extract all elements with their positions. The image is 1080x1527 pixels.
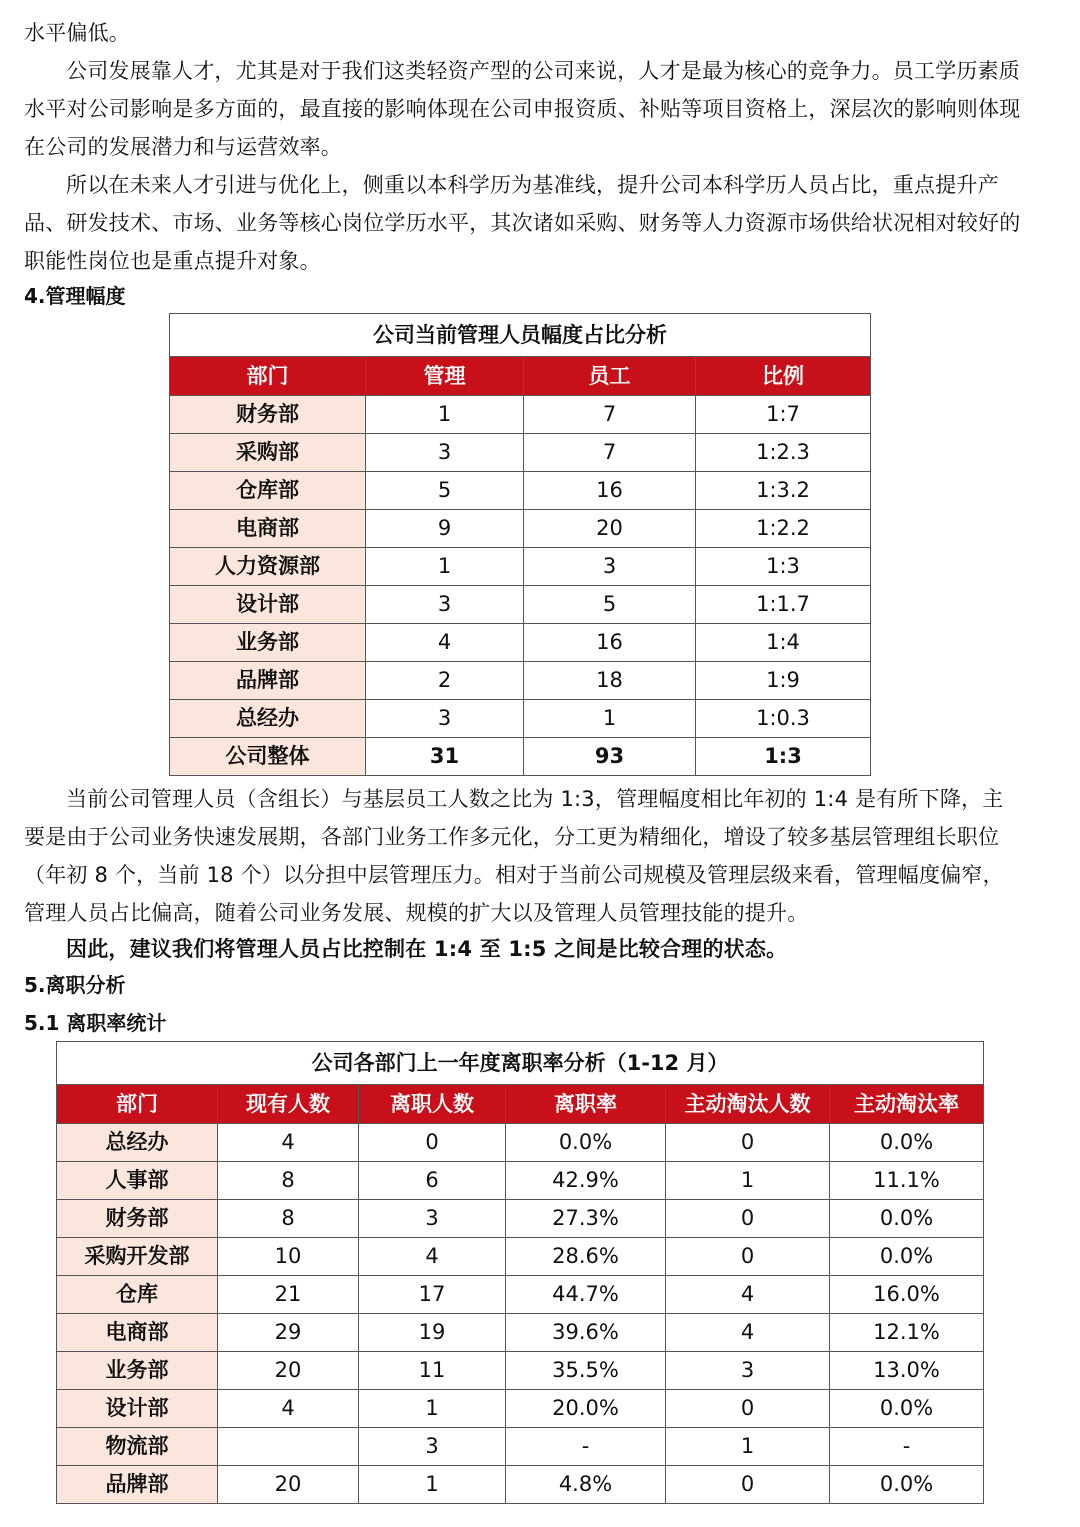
table-cell: 1 xyxy=(359,1466,506,1504)
column-header: 员工 xyxy=(524,357,696,396)
table-row xyxy=(170,472,871,510)
table-cell: 5 xyxy=(366,472,524,510)
table-cell: 4 xyxy=(666,1314,830,1352)
table-row xyxy=(57,1466,984,1504)
column-header: 现有人数 xyxy=(218,1085,359,1124)
table-cell: 20.0% xyxy=(506,1390,666,1428)
table-cell: 4.8% xyxy=(506,1466,666,1504)
table-cell: 1:3 xyxy=(696,738,871,776)
table-cell: 44.7% xyxy=(506,1276,666,1314)
table-cell: 1 xyxy=(524,700,696,738)
table-cell: - xyxy=(830,1428,984,1466)
table-cell: 7 xyxy=(524,434,696,472)
table-cell: 3 xyxy=(366,434,524,472)
management-span-table xyxy=(169,313,871,776)
table-cell: 1 xyxy=(366,548,524,586)
table-cell: 27.3% xyxy=(506,1200,666,1238)
column-header: 主动淘汰人数 xyxy=(666,1085,830,1124)
department-cell: 人力资源部 xyxy=(170,548,366,586)
department-cell: 财务部 xyxy=(57,1200,218,1238)
table-cell: 0 xyxy=(666,1238,830,1276)
table-cell: 93 xyxy=(524,738,696,776)
column-header: 主动淘汰率 xyxy=(830,1085,984,1124)
table-row xyxy=(170,586,871,624)
table-cell: 1:0.3 xyxy=(696,700,871,738)
table-cell: 4 xyxy=(359,1238,506,1276)
table-cell: 35.5% xyxy=(506,1352,666,1390)
table-cell: 19 xyxy=(359,1314,506,1352)
table-cell: 1 xyxy=(359,1390,506,1428)
department-cell: 电商部 xyxy=(57,1314,218,1352)
paragraph-intro-tail: 水平偏低。 xyxy=(24,21,130,45)
table-cell: 20 xyxy=(218,1466,359,1504)
table-cell: 1:1.7 xyxy=(696,586,871,624)
table-row xyxy=(170,548,871,586)
column-header: 管理 xyxy=(366,357,524,396)
table-cell: 0 xyxy=(666,1466,830,1504)
table-cell: 0 xyxy=(666,1124,830,1162)
table-cell: 1:4 xyxy=(696,624,871,662)
table-row xyxy=(170,624,871,662)
table-cell: 1:3.2 xyxy=(696,472,871,510)
table-cell: 11 xyxy=(359,1352,506,1390)
table-row xyxy=(170,396,871,434)
table-row xyxy=(57,1124,984,1162)
table-cell: 16 xyxy=(524,624,696,662)
paragraph-recommendation: 因此，建议我们将管理人员占比控制在 1:4 至 1:5 之间是比较合理的状态。 xyxy=(66,937,788,961)
table-cell xyxy=(218,1428,359,1466)
department-cell: 采购开发部 xyxy=(57,1238,218,1276)
table-cell: 0.0% xyxy=(830,1238,984,1276)
department-cell: 仓库部 xyxy=(170,472,366,510)
table-cell: 3 xyxy=(359,1200,506,1238)
table-row xyxy=(57,1200,984,1238)
department-cell: 公司整体 xyxy=(170,738,366,776)
table-row xyxy=(57,1238,984,1276)
table-row xyxy=(57,1276,984,1314)
table-row xyxy=(170,662,871,700)
table-row xyxy=(170,700,871,738)
table-row xyxy=(57,1390,984,1428)
table-cell: 6 xyxy=(359,1162,506,1200)
table-cell: 8 xyxy=(218,1162,359,1200)
table-cell: 5 xyxy=(524,586,696,624)
table-cell: 1:7 xyxy=(696,396,871,434)
table-cell: 1:2.2 xyxy=(696,510,871,548)
department-cell: 设计部 xyxy=(57,1390,218,1428)
table-cell: 10 xyxy=(218,1238,359,1276)
department-cell: 业务部 xyxy=(170,624,366,662)
department-cell: 采购部 xyxy=(170,434,366,472)
table-cell: - xyxy=(506,1428,666,1466)
table-cell: 4 xyxy=(218,1390,359,1428)
department-cell: 总经办 xyxy=(170,700,366,738)
table-cell: 2 xyxy=(366,662,524,700)
column-header: 离职率 xyxy=(506,1085,666,1124)
table-cell: 1 xyxy=(666,1162,830,1200)
department-cell: 物流部 xyxy=(57,1428,218,1466)
table-cell: 4 xyxy=(218,1124,359,1162)
department-cell: 电商部 xyxy=(170,510,366,548)
table-title: 公司各部门上一年度离职率分析（1-12 月） xyxy=(57,1042,984,1085)
table-cell: 0 xyxy=(666,1200,830,1238)
table-cell: 0.0% xyxy=(506,1124,666,1162)
table-cell: 13.0% xyxy=(830,1352,984,1390)
turnover-rate-table xyxy=(56,1041,984,1504)
table-cell: 16.0% xyxy=(830,1276,984,1314)
table-row xyxy=(57,1352,984,1390)
table-cell: 4 xyxy=(666,1276,830,1314)
table-cell: 0.0% xyxy=(830,1466,984,1504)
table-title: 公司当前管理人员幅度占比分析 xyxy=(170,314,871,357)
table-cell: 1:2.3 xyxy=(696,434,871,472)
paragraph-talent: 公司发展靠人才，尤其是对于我们这类轻资产型的公司来说，人才是最为核心的竞争力。员工学历素质水平对公司影响是多方面的，最直接的影响体现在公司申报资质、补贴等项目资格上，深层次的影响则体现在公司的发展潜力和与运营效率。 xyxy=(24,59,1021,159)
table-cell: 1 xyxy=(366,396,524,434)
table-row xyxy=(57,1314,984,1352)
table-row xyxy=(57,1428,984,1466)
department-cell: 业务部 xyxy=(57,1352,218,1390)
table-cell: 11.1% xyxy=(830,1162,984,1200)
table-cell: 28.6% xyxy=(506,1238,666,1276)
department-cell: 总经办 xyxy=(57,1124,218,1162)
table-cell: 0 xyxy=(359,1124,506,1162)
table-cell: 20 xyxy=(524,510,696,548)
subsection-heading-turnover-rate: 5.1 离职率统计 xyxy=(24,1011,167,1035)
table-header-row xyxy=(170,357,871,396)
table-cell: 29 xyxy=(218,1314,359,1352)
department-cell: 品牌部 xyxy=(170,662,366,700)
table-cell: 16 xyxy=(524,472,696,510)
table-cell: 3 xyxy=(359,1428,506,1466)
department-cell: 人事部 xyxy=(57,1162,218,1200)
table-cell: 9 xyxy=(366,510,524,548)
table-cell: 0.0% xyxy=(830,1124,984,1162)
column-header: 离职人数 xyxy=(359,1085,506,1124)
table-cell: 39.6% xyxy=(506,1314,666,1352)
department-cell: 财务部 xyxy=(170,396,366,434)
table-cell: 8 xyxy=(218,1200,359,1238)
table-row xyxy=(170,434,871,472)
table-cell: 0.0% xyxy=(830,1390,984,1428)
table-cell: 3 xyxy=(666,1352,830,1390)
table-cell: 3 xyxy=(524,548,696,586)
table-row xyxy=(57,1162,984,1200)
table-cell: 12.1% xyxy=(830,1314,984,1352)
department-cell: 设计部 xyxy=(170,586,366,624)
table-cell: 42.9% xyxy=(506,1162,666,1200)
section-heading-turnover: 5.离职分析 xyxy=(24,973,126,997)
table-cell: 1 xyxy=(666,1428,830,1466)
table-cell: 17 xyxy=(359,1276,506,1314)
column-header: 比例 xyxy=(696,357,871,396)
table-cell: 1:9 xyxy=(696,662,871,700)
paragraph-management-analysis: 当前公司管理人员（含组长）与基层员工人数之比为 1:3，管理幅度相比年初的 1:4 是有所下降，主要是由于公司业务快速发展期，各部门业务工作多元化，分工更为精细化，增设了较多基层管理组长职位（年初 8 个，当前 18 个）以分担中层管理压力。相对于当前公司规模及管理层级来看，管理幅度偏窄，管理人员占比偏高，随着公司业务发展、规模的扩大以及管理人员管理技能的提升。 xyxy=(24,787,1004,925)
table-cell: 3 xyxy=(366,586,524,624)
table-cell: 20 xyxy=(218,1352,359,1390)
table-cell: 0 xyxy=(666,1390,830,1428)
table-header-row xyxy=(57,1085,984,1124)
table-cell: 3 xyxy=(366,700,524,738)
column-header: 部门 xyxy=(57,1085,218,1124)
paragraph-recruitment: 所以在未来人才引进与优化上，侧重以本科学历为基准线，提升公司本科学历人员占比，重点提升产品、研发技术、市场、业务等核心岗位学历水平，其次诸如采购、财务等人力资源市场供给状况相对较好的职能性岗位也是重点提升对象。 xyxy=(24,173,1021,273)
section-heading-management-span: 4.管理幅度 xyxy=(24,284,126,308)
table-cell: 18 xyxy=(524,662,696,700)
department-cell: 品牌部 xyxy=(57,1466,218,1504)
department-cell: 仓库 xyxy=(57,1276,218,1314)
table-cell: 1:3 xyxy=(696,548,871,586)
table-cell: 4 xyxy=(366,624,524,662)
table-cell: 7 xyxy=(524,396,696,434)
column-header: 部门 xyxy=(170,357,366,396)
table-cell: 21 xyxy=(218,1276,359,1314)
table-row xyxy=(170,510,871,548)
table-total-row xyxy=(170,738,871,776)
table-cell: 31 xyxy=(366,738,524,776)
table-cell: 0.0% xyxy=(830,1200,984,1238)
